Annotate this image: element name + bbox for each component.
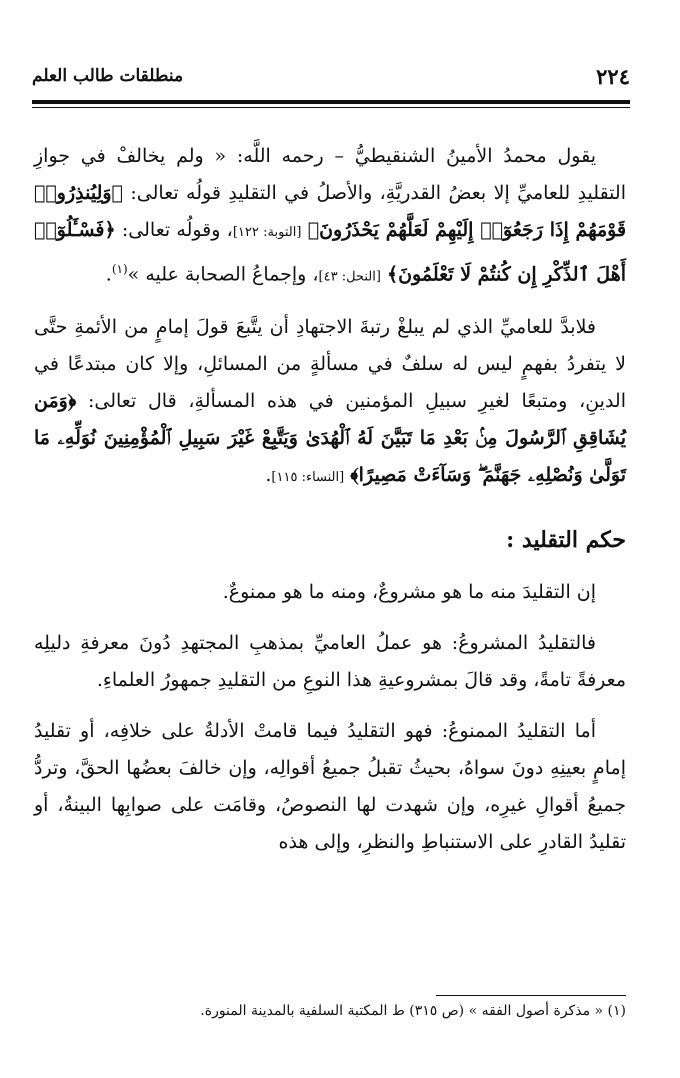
verse-nahl: ﴿فَسْـَٔلُوٓا۟ أَهْلَ ٱلذِّكْرِ إِن كُنتُمْ لَا تَعْلَمُونَ﴾ bbox=[34, 219, 626, 286]
quote-end: ، وإجماعُ الصحابة عليه » bbox=[127, 263, 319, 286]
quote-period: . bbox=[105, 263, 112, 286]
ref-nahl: [النحل: ٤٣] bbox=[318, 269, 381, 285]
ref-nisa: [النساء: ١١٥] bbox=[271, 470, 345, 486]
quote-intro: يقول محمدُ الأمينُ الشنقيطيُّ – رحمه اللَّه: « ولم يخالفْ في جوازِ التقليدِ للعاميِّ إلا بعضُ القدريَّةِ، والأصلُ في التقليدِ قولُه تعالى: bbox=[34, 145, 626, 204]
header-rule-thick bbox=[32, 100, 630, 104]
verse-nisa: ﴿وَمَن يُشَاقِقِ ٱلرَّسُولَ مِنۢ بَعْدِ مَا تَبَيَّنَ لَهُ ٱلْهُدَىٰ وَيَتَّبِعْ غَيْرَ سَبِيلِ ٱلْمُؤْمِنِينَ نُوَلِّهِۦ مَا تَوَلَّىٰ وَنُصْلِهِۦ جَهَنَّمَ ۖ وَسَآءَتْ مَصِيرًا﴾ bbox=[34, 390, 626, 487]
paragraph-permitted: فالتقليدُ المشروعُ: هو عملُ العاميِّ بمذهبِ المجتهدِ دُونَ معرفةِ دليلِه معرفةً تامةً، وقد قالَ بمشروعيةِ هذا النوعِ من التقليدِ جمهورُ العلماءِ. bbox=[34, 632, 626, 692]
paragraph-ruling: إن التقليدَ منه ما هو مشروعٌ، ومنه ما هو ممنوعٌ. bbox=[222, 581, 596, 604]
footnote-rule bbox=[436, 995, 626, 996]
section-heading: حكم التقليد : bbox=[506, 527, 626, 554]
ref-tawbah: [التوبة: ١٢٢] bbox=[232, 225, 302, 240]
footnote: (١) « مذكرة أصول الفقه » (ص ٣١٥) ط المكتبة السلفية بالمدينة المنورة. bbox=[200, 1003, 626, 1019]
footnote-marker: (١) bbox=[111, 262, 128, 276]
page-header bbox=[32, 58, 630, 94]
paragraph-quote bbox=[34, 138, 626, 295]
running-title: منطلقات طالب العلم bbox=[32, 66, 184, 86]
verse-tawbah: ﴿وَلِيُنذِرُوا۟ قَوْمَهُمْ إِذَا رَجَعُوٓا۟ إِلَيْهِمْ لَعَلَّهُمْ يَحْذَرُونَ﴾ bbox=[34, 182, 627, 241]
quote-mid: ، وقولُه تعالى: bbox=[121, 219, 233, 241]
layman-text: فلابدَّ للعاميِّ الذي لم يبلغْ رتبةَ الاجتهادِ أن يتَّبعَ قولَ إمامٍ من الأئمةِ حتَّى لا يتفردُ بفهمٍ ليس له سلفٌ في مسألةٍ من المسائلِ، وإلا كان مبتدعًا في الدينِ، ومتبعًا لغيرِ سبيلِ المؤمنين في هذه المسألةِ، قال تعالى: bbox=[34, 316, 626, 413]
paragraph-layman bbox=[34, 309, 626, 496]
layman-period: . bbox=[265, 464, 272, 487]
paragraph-forbidden: أما التقليدُ الممنوعُ: فهو التقليدُ فيما قامتْ الأدلةُ على خلافِه، أو تقليدُ إمامٍ بعينِهِ دونَ سواهُ، بحيثُ تقبلُ جميعُ أقوالِه، وإن خالفَ بعضُها الحقَّ، وتردُّ جميعُ أقوالِ غيرِه، وإن شهدت لها النصوصُ، وقامَت على صوابِها البينةُ، أو تقليدُ القادرِ على الاستنباطِ والنظرِ، وإلى هذه bbox=[34, 720, 626, 854]
page-body bbox=[34, 138, 626, 861]
header-rule-thin bbox=[32, 107, 630, 108]
page-number: ٢٢٤ bbox=[596, 63, 630, 89]
